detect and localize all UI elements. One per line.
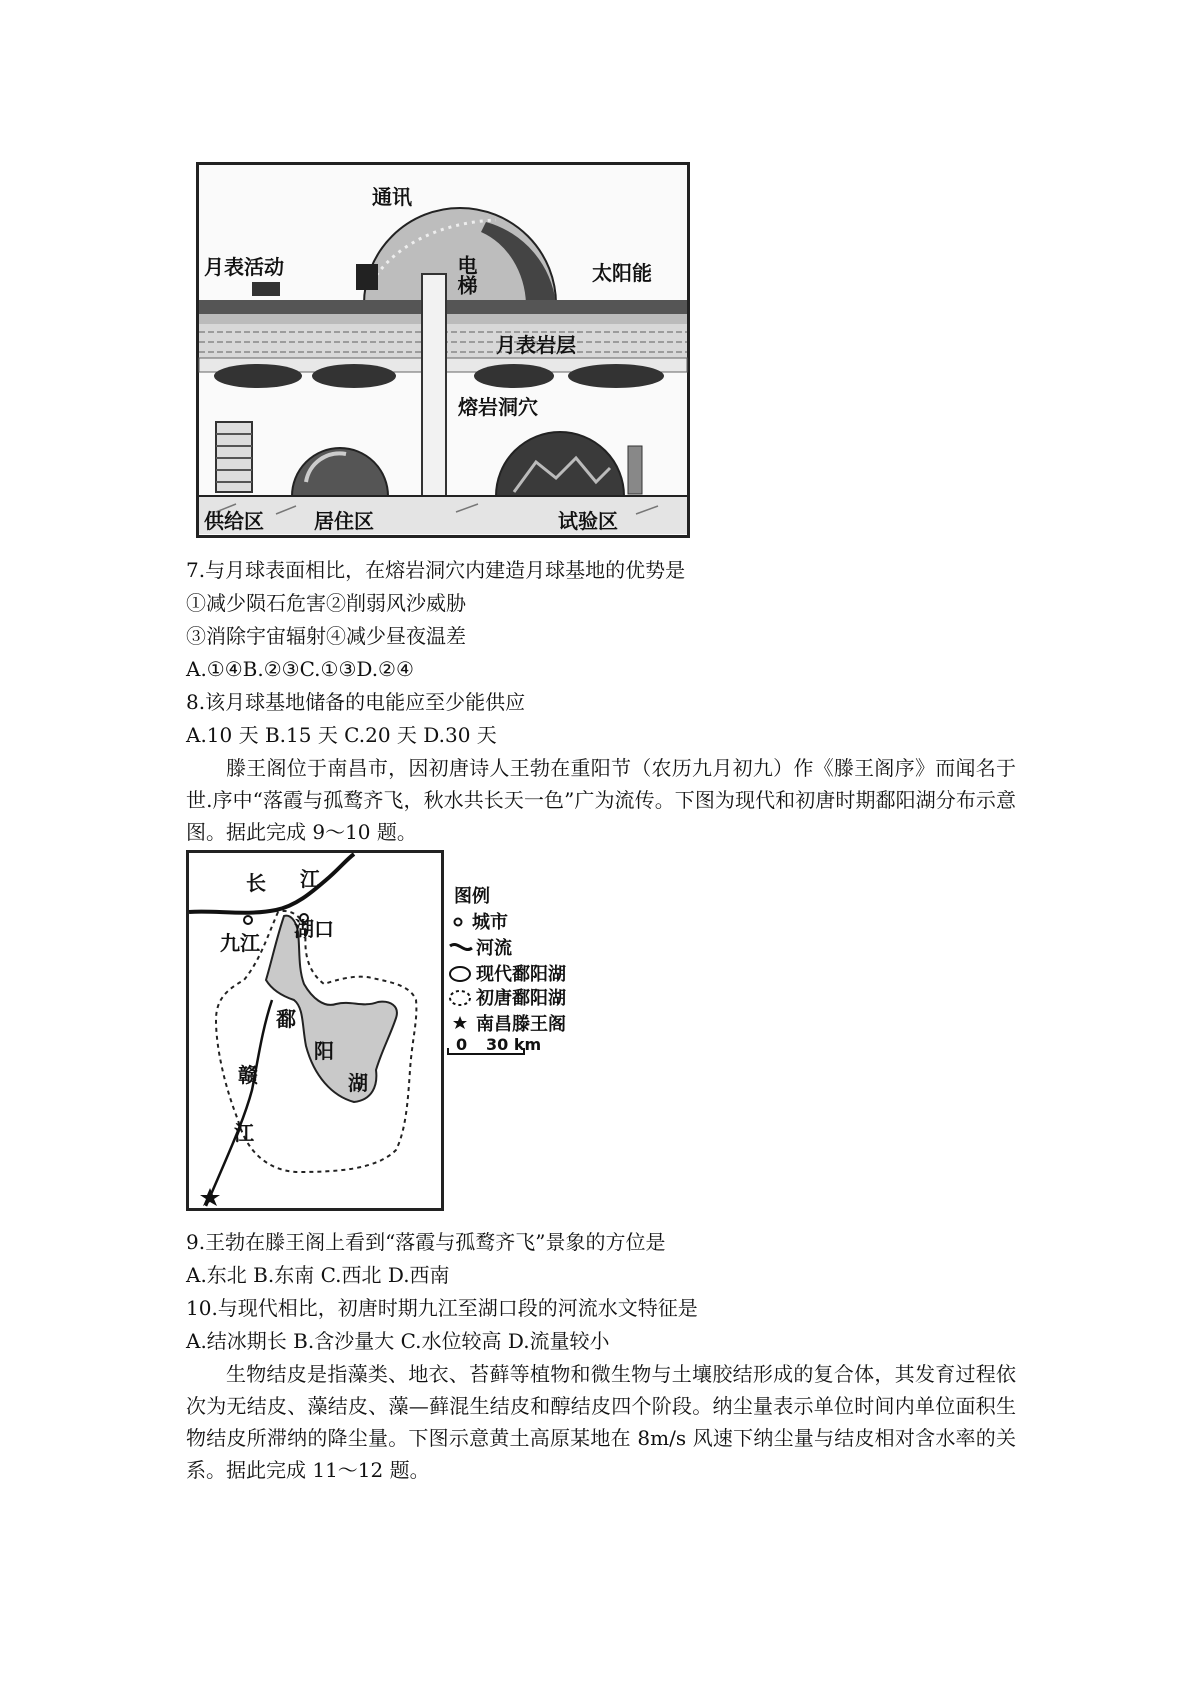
q7-answers: A.①④B.②③C.①③D.②④ [186, 657, 414, 681]
lunar-base-figure [196, 162, 690, 538]
legend-city-icon [455, 919, 462, 926]
q7-stem: 7.与月球表面相比，在熔岩洞穴内建造月球基地的优势是 [186, 558, 686, 582]
poyang-lake-map [186, 850, 606, 1214]
label-lava-cave: 熔岩洞穴 [458, 395, 538, 419]
legend-river: 河流 [476, 938, 512, 959]
map-legend [448, 885, 566, 1054]
label-communication: 通讯 [372, 185, 412, 209]
label-jiujiang: 九江 [220, 931, 260, 955]
label-lake-1: 鄱 [276, 1007, 296, 1031]
q9-stem: 9.王勃在滕王阁上看到“落霞与孤鹜齐飞”景象的方位是 [186, 1230, 666, 1254]
label-gan-1: 赣 [238, 1063, 258, 1087]
legend-pavilion: 南昌滕王阁 [476, 1014, 566, 1035]
label-lake-3: 湖 [348, 1071, 368, 1095]
legend-pavilion-icon [453, 1016, 467, 1029]
label-supply-zone: 供给区 [204, 509, 264, 533]
label-gan-2: 江 [234, 1121, 254, 1145]
legend-tang-lake-icon [450, 991, 470, 1005]
label-yangtze-1: 长 [246, 871, 266, 895]
legend-modern-lake: 现代鄱阳湖 [476, 964, 566, 985]
legend-title: 图例 [454, 886, 490, 907]
city-jiujiang-marker [244, 916, 252, 924]
scale-zero: 0 [456, 1035, 468, 1054]
label-lake-2: 阳 [314, 1039, 334, 1063]
label-yangtze-2: 江 [300, 867, 320, 891]
scale-value: 30 km [486, 1035, 542, 1054]
q10-answers: A.结冰期长 B.含沙量大 C.水位较高 D.流量较小 [186, 1329, 610, 1353]
q7-options-line1: ①减少陨石危害②削弱风沙威胁 [186, 591, 466, 615]
legend-modern-lake-icon [450, 967, 470, 981]
q9-answers: A.东北 B.东南 C.西北 D.西南 [186, 1263, 450, 1287]
legend-city: 城市 [472, 912, 508, 933]
passage-biological-crust: 生物结皮是指藻类、地衣、苔藓等植物和微生物与土壤胶结形成的复合体，其发育过程依次为无结皮、藻结皮、藻—藓混生结皮和醇结皮四个阶段。纳尘量表示单位时间内单位面积生物结皮所滞纳的降尘量。下图示意黄土高原某地在 8m/s 风速下纳尘量与结皮相对含水率的关系。据此完成 11～12 题。 [186, 1362, 1016, 1482]
legend-river-icon [450, 944, 472, 949]
label-elevator-text: 电梯 [438, 255, 478, 279]
q7-options-line2: ③消除宇宙辐射④减少昼夜温差 [186, 624, 466, 648]
passage-tengwang-pavilion: 滕王阁位于南昌市，因初唐诗人王勃在重阳节（农历九月初九）作《滕王阁序》而闻名于世.序中“落霞与孤鹜齐飞，秋水共长天一色”广为流传。下图为现代和初唐时期鄱阳湖分布示意图。据此完成 9～10 题。 [186, 756, 1016, 844]
q8-stem: 8.该月球基地储备的电能应至少能供应 [186, 690, 526, 714]
label-lunar-rock: 月表岩层 [496, 333, 576, 357]
label-living-zone: 居住区 [314, 509, 374, 533]
q10-stem: 10.与现代相比，初唐时期九江至湖口段的河流水文特征是 [186, 1296, 698, 1320]
legend-tang-lake: 初唐鄱阳湖 [476, 988, 566, 1009]
label-test-zone: 试验区 [558, 509, 618, 533]
label-hukou: 湖口 [294, 917, 334, 941]
label-solar: 太阳能 [592, 261, 652, 285]
q8-answers: A.10 天 B.15 天 C.20 天 D.30 天 [186, 723, 497, 747]
label-surface-activity: 月表活动 [204, 255, 284, 279]
